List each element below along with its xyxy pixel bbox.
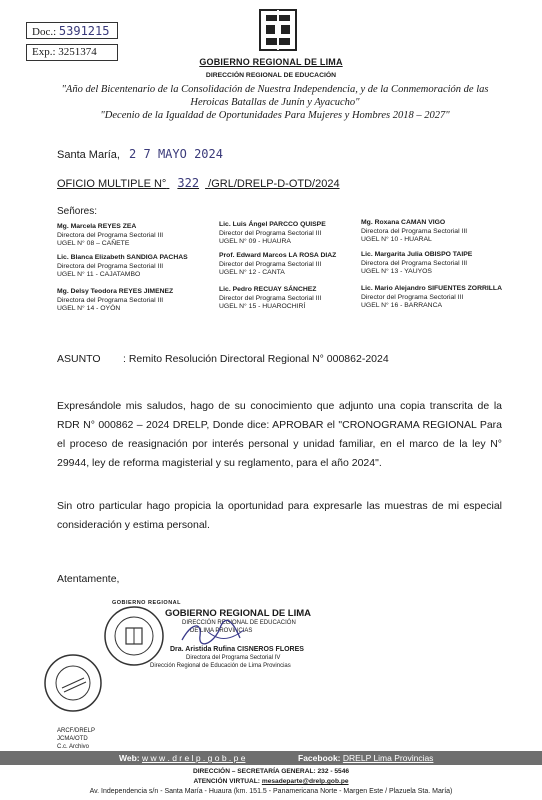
signature-office: Dirección Regional de Educación de Lima Provincias: [150, 663, 291, 669]
oficio-suffix: /GRL/DRELP-D-OTD/2024: [208, 178, 340, 190]
recipient-ugel: UGEL N° 16 - BARRANCA: [361, 302, 443, 310]
recipient-ugel: UGEL N° 14 - OYÓN: [57, 305, 121, 313]
signature-org: GOBIERNO REGIONAL DE LIMA: [165, 608, 312, 619]
motto-line-2: Heroicas Batallas de Junín y Ayacucho": [190, 97, 360, 108]
footer-email[interactable]: mesadeparte@drelp.gob.pe: [261, 778, 349, 785]
recipient-name: Mg. Roxana CAMAN VIGO: [361, 219, 446, 226]
recipient-ugel: UGEL N° 08 – CAÑETE: [57, 240, 130, 248]
recipient-title: Directora del Programa Sectorial III: [57, 262, 164, 270]
recipient-6: [361, 251, 472, 277]
oficio-line: [57, 176, 340, 190]
recipient-name: Lic. Pedro RECUAY SÁNCHEZ: [219, 286, 317, 293]
oficio-prefix: OFICIO MULTIPLE N°: [57, 178, 167, 190]
regional-crest-icon: [258, 8, 298, 52]
footer-address: Av. Independencia s/n - Santa María - Huaura (km. 151.5 - Panamericana Norte - Margen Este / Plazuela Sta. María): [89, 788, 453, 795]
signature-dept-2: DE LIMA PROVINCIAS: [190, 628, 253, 634]
recipient-title: Directora del Programa Sectorial III: [57, 296, 164, 304]
handwritten-signature-icon: [178, 618, 248, 648]
recipient-name: Prof. Edward Marcos LA ROSA DIAZ: [219, 252, 337, 259]
reference-3: C.c. Archivo: [57, 744, 90, 750]
recipient-title: Director del Programa Sectorial III: [219, 294, 322, 302]
recipient-ugel: UGEL N° 15 - HUAROCHIRÍ: [219, 303, 306, 311]
recipient-1: [57, 223, 163, 249]
recipient-8: [219, 286, 321, 312]
web-link[interactable]: w w w . d r e l p . g o b . p e: [142, 753, 246, 763]
official-seal-icon: [102, 604, 166, 668]
doc-stamp: [26, 22, 118, 39]
recipient-title: Directora del Programa Sectorial III: [57, 231, 164, 239]
signature-role: Directora del Programa Sectorial IV: [186, 655, 281, 661]
recipient-5: [219, 252, 336, 278]
recipient-title: Directora del Programa Sectorial III: [361, 259, 468, 267]
motto-line-1: "Año del Bicentenario de la Consolidación de Nuestra Independencia, y de la Conmemoración de las: [61, 84, 489, 95]
recipient-ugel: UGEL N° 09 - HUAURA: [219, 238, 291, 246]
footer-email-line: [0, 778, 542, 785]
reference-2: JCMA/OTD: [57, 736, 88, 742]
recipient-3: [361, 219, 467, 245]
recipient-ugel: UGEL N° 11 - CAJATAMBO: [57, 271, 141, 279]
closing: Atentamente,: [57, 573, 120, 585]
facebook-link[interactable]: DRELP Lima Provincias: [342, 753, 434, 763]
recipient-title: Directora del Programa Sectorial III: [361, 227, 468, 235]
recipient-name: Mg. Delsy Teodora REYES JIMENEZ: [57, 288, 174, 295]
recipient-ugel: UGEL N° 10 - HUARAL: [361, 236, 432, 244]
exp-label: Exp.:: [32, 46, 56, 58]
reference-1: ARCF/DRELP: [57, 728, 96, 734]
recipient-ugel: UGEL N° 13 - YAUYOS: [361, 268, 432, 276]
recipient-7: [57, 288, 173, 314]
footer-bar: [0, 751, 542, 765]
org-name: GOBIERNO REGIONAL DE LIMA: [199, 57, 343, 67]
recipient-title: Director del Programa Sectorial III: [219, 229, 322, 237]
recipient-name: Mg. Marcela REYES ZEA: [57, 223, 137, 230]
recipient-4: [57, 254, 188, 280]
signature-name: Dra. Aristida Rufina CISNEROS FLORES: [170, 646, 304, 653]
doc-number: 5391215: [58, 24, 110, 38]
asunto-text: : Remito Resolución Directoral Regional N° 000862-2024: [123, 353, 389, 365]
recipient-name: Lic. Margarita Julia OBISPO TAIPE: [361, 251, 473, 258]
web-label: Web:: [119, 753, 140, 763]
body-paragraph-1: Expresándole mis saludos, hago de su conocimiento que adjunto una copia transcrita de la RDR N° 000862 – 2024 DRELP, Donde dice: APROBAR el "CRONOGRAMA REGIONAL Para el proceso de reasignación por interés personal y unidad familiar, en el marco de la ley N° 29944, ley de reforma magisterial y su reglamento, para el año 2024".: [57, 400, 502, 469]
recipient-name: Lic. Luis Ángel PARCCO QUISPE: [219, 221, 326, 228]
body-paragraph-2: Sin otro particular hago propicia la oportunidad para expresarle las muestras de mi especial consideración y estima personal.: [57, 500, 502, 531]
date-stamp: 2 7 MAYO 2024: [129, 147, 223, 161]
recipient-2: [219, 221, 326, 247]
footer-email-label: ATENCIÓN VIRTUAL:: [193, 778, 260, 785]
facebook-label: Facebook:: [298, 753, 341, 763]
signature-dept-1: DIRECCIÓN REGIONAL DE EDUCACIÓN: [182, 620, 296, 626]
doc-label: Doc.:: [32, 26, 57, 38]
asunto-label: ASUNTO: [57, 353, 101, 365]
salutation: Señores:: [57, 206, 98, 217]
recipient-name: Lic. Blanca Elizabeth SANDIGA PACHAS: [57, 254, 188, 261]
recipient-title: Director del Programa Sectorial III: [361, 293, 464, 301]
dept-name: DIRECCIÓN REGIONAL DE EDUCACIÓN: [205, 72, 337, 79]
tramite-documentario-stamp-icon: [42, 652, 104, 714]
recipient-name: Lic. Mario Alejandro SIFUENTES ZORRILLA: [361, 285, 502, 292]
date-place: Santa María,: [57, 149, 120, 161]
seal-text: GOBIERNO REGIONAL: [112, 600, 182, 606]
recipient-ugel: UGEL N° 12 - CANTA: [219, 269, 285, 277]
motto-line-3: "Decenio de la Igualdad de Oportunidades Para Mujeres y Hombres 2018 – 2027": [100, 110, 450, 121]
date-line: [57, 147, 223, 161]
oficio-number: 322: [177, 176, 200, 190]
recipient-9: [361, 285, 502, 311]
recipient-title: Director del Programa Sectorial III: [219, 260, 322, 268]
footer-phone: DIRECCIÓN – SECRETARÍA GENERAL: 232 - 5546: [192, 768, 350, 775]
exp-number: 3251374: [58, 46, 97, 58]
